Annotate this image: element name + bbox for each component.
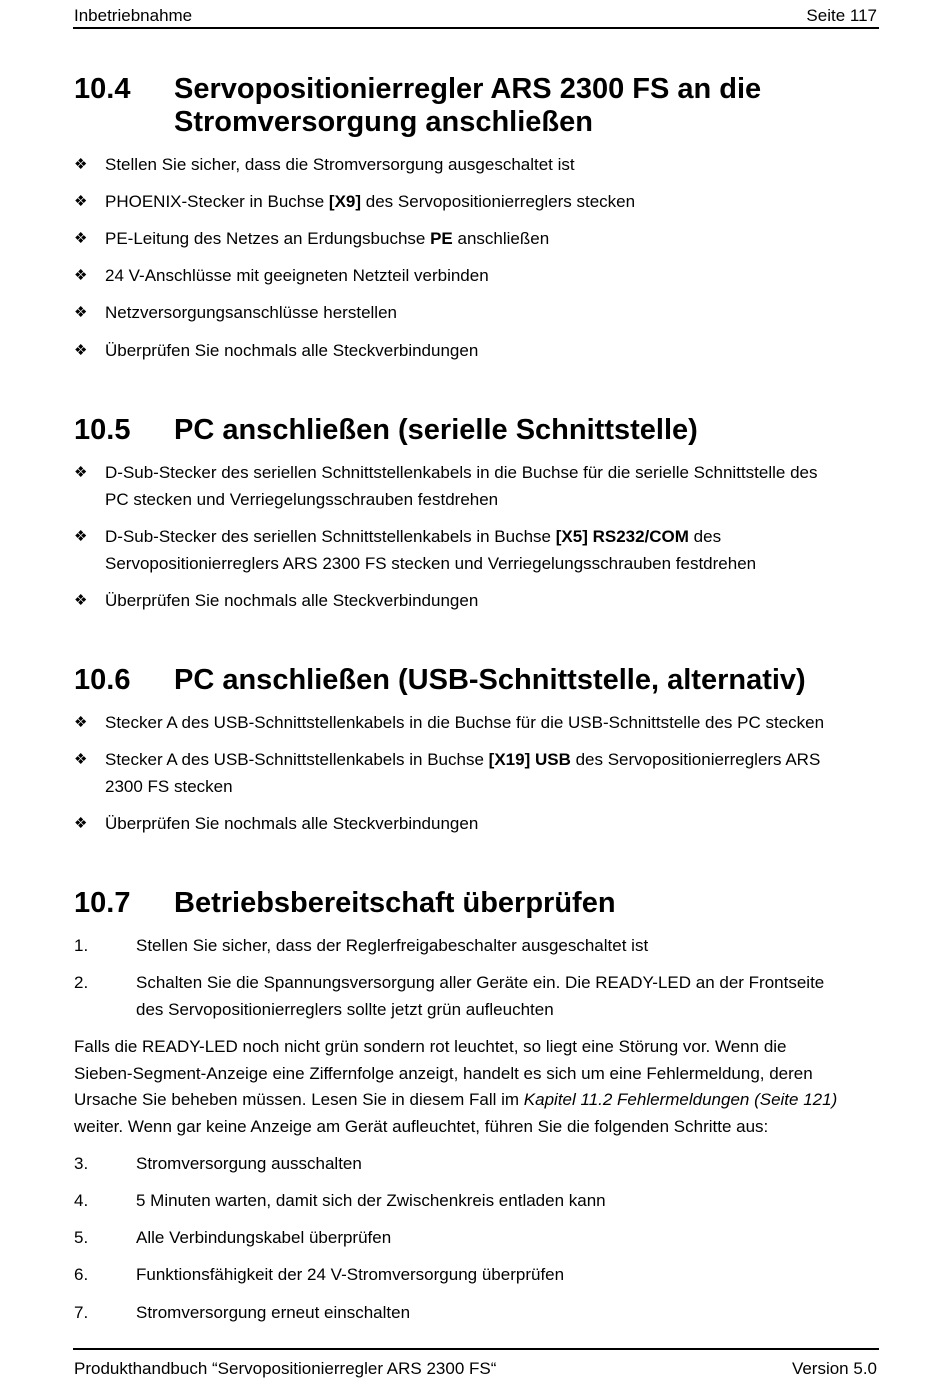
page-footer <box>73 1348 879 1384</box>
header-chapter: Inbetriebnahme <box>74 6 193 25</box>
bullet-icon: ❖ <box>74 267 88 284</box>
footer-version: Version 5.0 <box>791 1359 877 1378</box>
item-number: 1. <box>74 936 89 955</box>
item-number: 3. <box>74 1154 89 1173</box>
item-text: Stellen Sie sicher, dass der Reglerfreigabeschalter ausgeschaltet ist <box>136 936 649 955</box>
bullet-icon: ❖ <box>74 464 88 481</box>
bullet-icon: ❖ <box>74 230 88 247</box>
header-page-number: Seite 117 <box>806 6 877 25</box>
list-item-text: Stecker A des USB-Schnittstellenkabels in die Buchse für die USB-Schnittstelle des PC stecken <box>105 713 825 732</box>
bullet-icon: ❖ <box>74 751 88 768</box>
list-item-text: Stellen Sie sicher, dass die Stromversorgung ausgeschaltet ist <box>105 155 575 174</box>
list-item-text: D-Sub-Stecker des seriellen Schnittstellenkabels in Buchse [X5] RS232/COM des Servopositionierreglers ARS 2300 FS stecken und Verriegelungsschrauben festdrehen <box>105 527 757 573</box>
bullet-icon: ❖ <box>74 714 88 731</box>
section-heading: Betriebsbereitschaft überprüfen <box>174 887 616 919</box>
heading-line: Servopositionierregler ARS 2300 FS an die <box>174 73 762 105</box>
section-number: 10.5 <box>74 414 131 446</box>
heading-line: Stromversorgung anschließen <box>174 106 593 138</box>
item-number: 5. <box>74 1228 89 1247</box>
section-heading: PC anschließen (USB-Schnittstelle, alternativ) <box>174 664 806 696</box>
section-number: 10.4 <box>74 73 131 105</box>
bullet-icon: ❖ <box>74 528 88 545</box>
list-item-text: Überprüfen Sie nochmals alle Steckverbindungen <box>105 814 479 833</box>
item-text: Stromversorgung erneut einschalten <box>136 1303 411 1322</box>
item-text: Funktionsfähigkeit der 24 V-Stromversorgung überprüfen <box>136 1265 565 1284</box>
section-heading: PC anschließen (serielle Schnittstelle) <box>174 414 698 446</box>
list-item-text: PHOENIX-Stecker in Buchse [X9] des Servopositionierreglers stecken <box>105 192 636 211</box>
list-item-text: D-Sub-Stecker des seriellen Schnittstellenkabels in die Buchse für die serielle Schnittstelle des PC stecken und Verriegelungsschrauben festdrehen <box>105 463 818 509</box>
item-text: Alle Verbindungskabel überprüfen <box>136 1228 392 1247</box>
list-item-text: PE-Leitung des Netzes an Erdungsbuchse PE anschließen <box>105 229 550 248</box>
chapter-reference: Kapitel 11.2 Fehlermeldungen (Seite 121) <box>523 1090 838 1109</box>
bullet-icon: ❖ <box>74 193 88 210</box>
item-number: 2. <box>74 973 89 992</box>
bullet-icon: ❖ <box>74 342 88 359</box>
list-item-text: Stecker A des USB-Schnittstellenkabels in Buchse [X19] USB des Servopositionierreglers ARS 2300 FS stecken <box>105 750 821 796</box>
item-text: 5 Minuten warten, damit sich der Zwischenkreis entladen kann <box>136 1191 606 1210</box>
page-header <box>73 3 879 29</box>
bullet-icon: ❖ <box>74 304 88 321</box>
section-number: 10.7 <box>74 887 131 919</box>
footer-document-title: Produkthandbuch “Servopositionierregler ARS 2300 FS“ <box>74 1359 497 1378</box>
paragraph: Falls die READY-LED noch nicht grün sondern rot leuchtet, so liegt eine Störung vor. Wenn die Sieben-Segment-Anzeige eine Ziffernfolge anzeigt, handelt es sich um eine Fehlermeldung, deren Ursache Sie beheben müssen. Lesen Sie in diesem Fall im Kapitel 11.2 Fehlermeldungen (Seite 121) weiter. Wenn gar keine Anzeige am Gerät aufleuchtet, führen Sie die folgenden Schritte aus: <box>74 1037 838 1136</box>
item-number: 7. <box>74 1303 89 1322</box>
list-item-text: Netzversorgungsanschlüsse herstellen <box>105 303 397 322</box>
section-number: 10.6 <box>74 664 131 696</box>
bullet-icon: ❖ <box>74 592 88 609</box>
item-number: 6. <box>74 1265 89 1284</box>
bullet-icon: ❖ <box>74 815 88 832</box>
section-heading <box>174 73 874 139</box>
list-item-text: Überprüfen Sie nochmals alle Steckverbindungen <box>105 591 479 610</box>
item-text: Stromversorgung ausschalten <box>136 1154 362 1173</box>
list-item-text: Überprüfen Sie nochmals alle Steckverbindungen <box>105 341 479 360</box>
item-number: 4. <box>74 1191 89 1210</box>
item-text: Schalten Sie die Spannungsversorgung aller Geräte ein. Die READY-LED an der Frontseite des Servopositionierreglers sollte jetzt grün aufleuchten <box>136 973 825 1019</box>
list-item-text: 24 V-Anschlüsse mit geeigneten Netzteil verbinden <box>105 266 489 285</box>
bullet-icon: ❖ <box>74 156 88 173</box>
